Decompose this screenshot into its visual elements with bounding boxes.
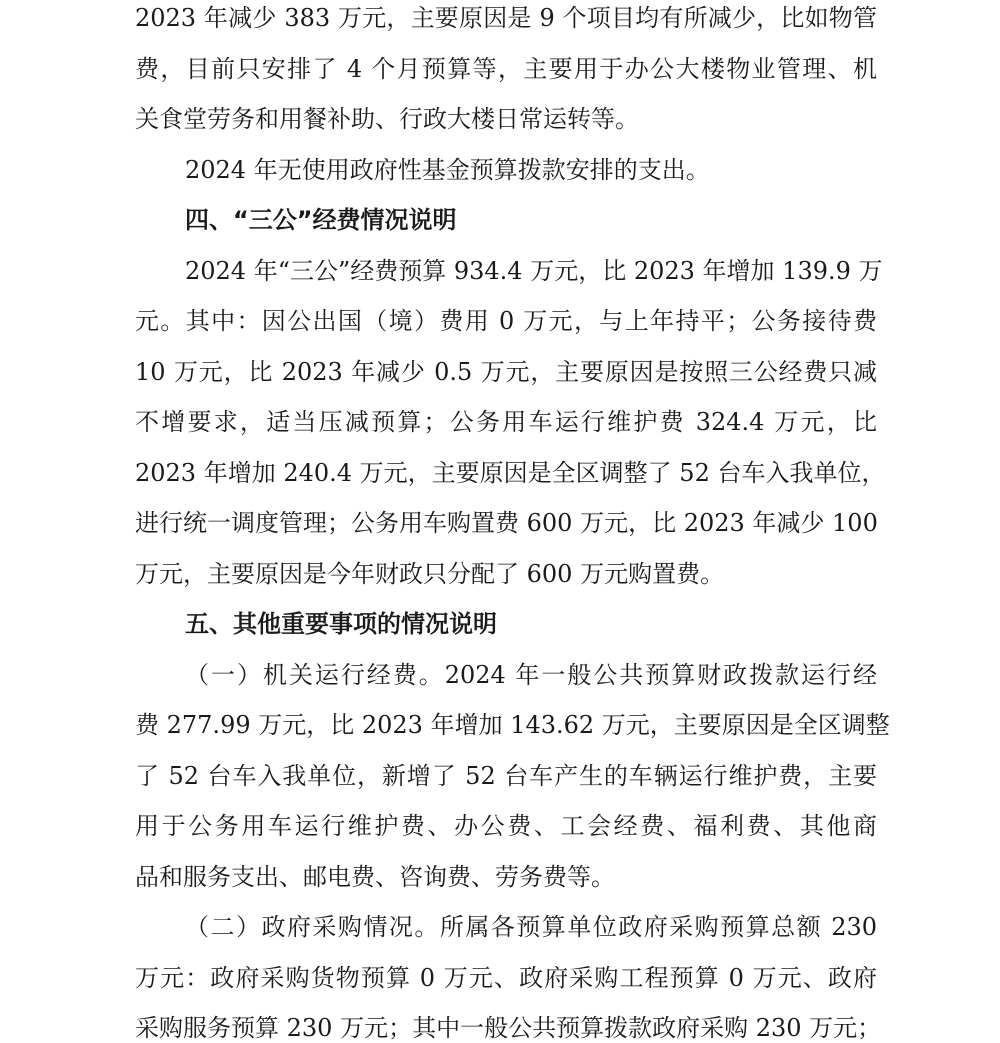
body-text-line: 2024 年“三公”经费预算 934.4 万元，比 2023 年增加 139.9 万 xyxy=(185,257,883,285)
body-text-line: 2023 年减少 383 万元，主要原因是 9 个项目均有所减少，比如物管 xyxy=(135,4,877,32)
section-heading: 四、“三公”经费情况说明 xyxy=(185,206,457,234)
body-text-line: 元。其中：因公出国（境）费用 0 万元，与上年持平；公务接待费 xyxy=(135,307,877,335)
body-text-line: 用于公务用车运行维护费、办公费、工会经费、福利费、其他商 xyxy=(135,812,877,840)
body-text-line: 万元：政府采购货物预算 0 万元、政府采购工程预算 0 万元、政府 xyxy=(135,964,877,992)
body-text-line: 进行统一调度管理；公务用车购置费 600 万元，比 2023 年减少 100 xyxy=(135,509,878,537)
body-text-line: （一）机关运行经费。2024 年一般公共预算财政拨款运行经 xyxy=(185,661,877,689)
body-text-line: 不增要求，适当压减预算；公务用车运行维护费 324.4 万元，比 xyxy=(135,408,877,436)
body-text-line: 10 万元，比 2023 年减少 0.5 万元，主要原因是按照三公经费只减 xyxy=(135,358,877,386)
section-heading: 五、其他重要事项的情况说明 xyxy=(185,610,497,638)
body-text-line: 了 52 台车入我单位，新增了 52 台车产生的车辆运行维护费，主要 xyxy=(135,762,877,790)
body-text-line: 品和服务支出、邮电费、咨询费、劳务费等。 xyxy=(135,863,615,891)
body-text-line: 万元，主要原因是今年财政只分配了 600 万元购置费。 xyxy=(135,560,725,588)
body-text-line: 采购服务预算 230 万元；其中一般公共预算拨款政府采购 230 万元； xyxy=(135,1014,882,1042)
body-text-line: 费，目前只安排了 4 个月预算等，主要用于办公大楼物业管理、机 xyxy=(135,55,877,83)
body-text-line: 2023 年增加 240.4 万元，主要原因是全区调整了 52 台车入我单位， xyxy=(135,459,886,487)
body-text-line: 关食堂劳务和用餐补助、行政大楼日常运转等。 xyxy=(135,105,639,133)
body-text-line: 2024 年无使用政府性基金预算拨款安排的支出。 xyxy=(185,156,710,184)
body-text-line: （二）政府采购情况。所属各预算单位政府采购预算总额 230 xyxy=(185,913,877,941)
body-text-line: 费 277.99 万元，比 2023 年增加 143.62 万元，主要原因是全区调整 xyxy=(135,711,890,739)
